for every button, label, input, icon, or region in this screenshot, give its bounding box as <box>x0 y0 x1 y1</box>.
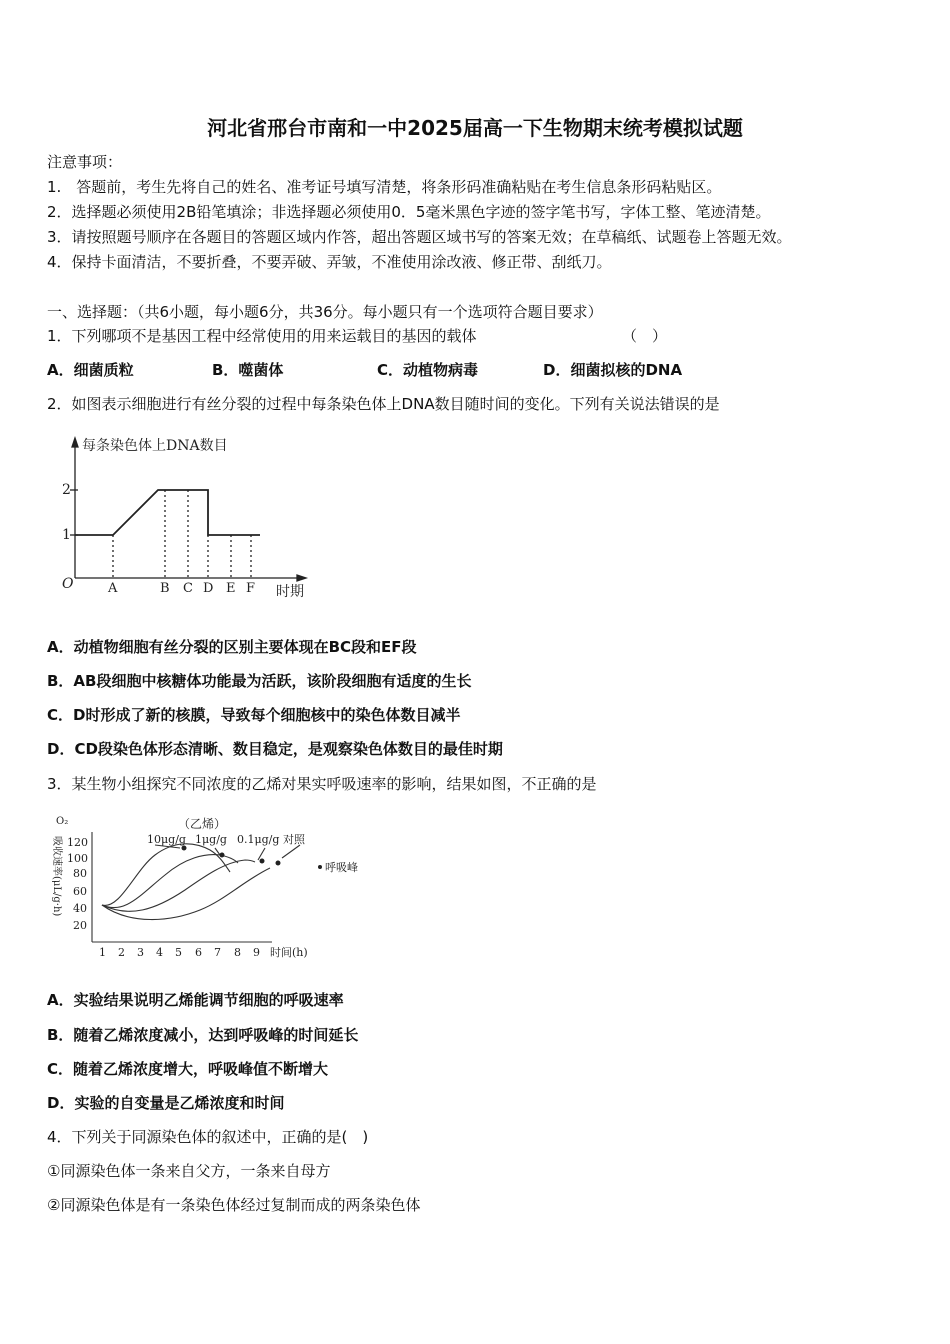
x-tick-label: 4 <box>156 946 163 959</box>
option-b: B．噬菌体 <box>212 361 284 379</box>
series-label: 1μg/g <box>195 833 227 846</box>
statement: ②同源染色体是有一条染色体经过复制而成的两条染色体 <box>47 1196 421 1214</box>
question-3-stem: 3．某生物小组探究不同浓度的乙烯对果实呼吸速率的影响，结果如图，不正确的是 <box>47 775 597 793</box>
x-tick-label: 1 <box>99 946 106 959</box>
x-tick-label: A <box>108 581 118 596</box>
option-d: D．CD段染色体形态清晰、数目稳定，是观察染色体数目的最佳时期 <box>47 740 503 758</box>
notice-item: 4．保持卡面清洁，不要折叠，不要弄破、弄皱，不准使用涂改液、修正带、刮纸刀。 <box>47 253 612 271</box>
option-a: A．细菌质粒 <box>47 361 134 379</box>
option-a: A．动植物细胞有丝分裂的区别主要体现在BC段和EF段 <box>47 638 417 656</box>
notice-item: 3．请按照题号顺序在各题目的答题区域内作答，超出答题区域书写的答案无效；在草稿纸、试题卷上答题无效。 <box>47 228 792 246</box>
section-heading: 一、选择题：（共6小题，每小题6分，共36分。每小题只有一个选项符合题目要求） <box>47 303 603 321</box>
x-tick-label: 7 <box>214 946 221 959</box>
option-d: D．实验的自变量是乙烯浓度和时间 <box>47 1094 285 1112</box>
x-axis-label: 时期 <box>276 584 304 600</box>
option-b: B．AB段细胞中核糖体功能最为活跃，该阶段细胞有适度的生长 <box>47 672 472 690</box>
x-tick-label: 2 <box>118 946 125 959</box>
statement: ①同源染色体一条来自父方，一条来自母方 <box>47 1162 331 1180</box>
y-axis-label: 每条染色体上DNA数目 <box>82 438 228 454</box>
x-tick-label: E <box>226 581 236 596</box>
legend-marker <box>318 865 322 869</box>
y-tick-label: 40 <box>73 902 87 915</box>
question-2-stem: 2．如图表示细胞进行有丝分裂的过程中每条染色体上DNA数目随时间的变化。下列有关说法错误的是 <box>47 395 720 413</box>
origin-label: O <box>62 576 74 592</box>
y-tick-label: 1 <box>62 527 71 543</box>
x-tick-label: 6 <box>195 946 202 959</box>
y-tick-label: 2 <box>62 482 71 498</box>
x-tick-label: F <box>246 581 256 596</box>
legend-label: 呼吸峰 <box>325 861 358 874</box>
x-tick-label: 3 <box>137 946 144 959</box>
answer-bracket: （ ） <box>622 327 668 345</box>
x-tick-label: 8 <box>234 946 241 959</box>
series-label: 10μg/g <box>147 833 186 846</box>
option-b: B．随着乙烯浓度减小，达到呼吸峰的时间延长 <box>47 1026 359 1044</box>
y-tick-label: 80 <box>73 867 87 880</box>
curve-01ug <box>102 860 255 911</box>
question-4-stem: 4．下列关于同源染色体的叙述中，正确的是( ) <box>47 1128 369 1146</box>
dna-per-chromosome-figure <box>40 420 340 610</box>
x-tick-label: 9 <box>253 946 260 959</box>
question-1-stem: 1．下列哪项不是基因工程中经常使用的用来运载目的基因的载体 <box>47 327 477 345</box>
page-title: 河北省邢台市南和一中2025届高一下生物期末统考模拟试题 <box>207 116 743 140</box>
peak-marker <box>276 861 281 866</box>
x-axis-label: 时间(h) <box>270 946 308 959</box>
peak-marker <box>260 859 265 864</box>
y-tick-label: 100 <box>67 852 88 865</box>
x-tick-label: C <box>183 581 193 596</box>
y-axis-arrow <box>72 438 78 447</box>
option-c: C．动植物病毒 <box>377 361 479 379</box>
notice-item: 2．选择题必须使用2B铅笔填涂；非选择题必须使用0．5毫米黑色字迹的签字笔书写，字体工整、笔迹清楚。 <box>47 203 771 221</box>
dna-curve <box>75 490 260 535</box>
y-tick-label: 60 <box>73 885 87 898</box>
x-axis-arrow <box>297 575 306 581</box>
series-label: 0.1μg/g <box>237 833 280 846</box>
y-axis-label: 吸收速率(μL/g·h) <box>51 836 62 917</box>
peak-marker <box>220 853 225 858</box>
group-label: （乙烯） <box>178 817 227 831</box>
option-c: C．随着乙烯浓度增大，呼吸峰值不断增大 <box>47 1060 329 1078</box>
peak-marker <box>182 846 187 851</box>
series-label: 对照 <box>283 833 305 846</box>
notice-heading: 注意事项： <box>47 153 123 171</box>
x-tick-label: D <box>203 581 214 596</box>
notice-item: 1. 答题前，考生先将自己的姓名、准考证号填写清楚，将条形码准确粘贴在考生信息条形码粘贴区。 <box>47 178 722 196</box>
x-tick-label: 5 <box>175 946 182 959</box>
option-a: A．实验结果说明乙烯能调节细胞的呼吸速率 <box>47 991 344 1009</box>
x-tick-label: B <box>160 581 170 596</box>
y-tick-label: 120 <box>67 836 88 849</box>
option-d: D．细菌拟核的DNA <box>543 361 683 379</box>
y-tick-label: 20 <box>73 919 87 932</box>
option-c: C．D时形成了新的核膜，导致每个细胞核中的染色体数目减半 <box>47 706 461 724</box>
ethylene-respiration-figure <box>40 810 380 970</box>
y-axis-label-top: O₂ <box>56 816 69 827</box>
